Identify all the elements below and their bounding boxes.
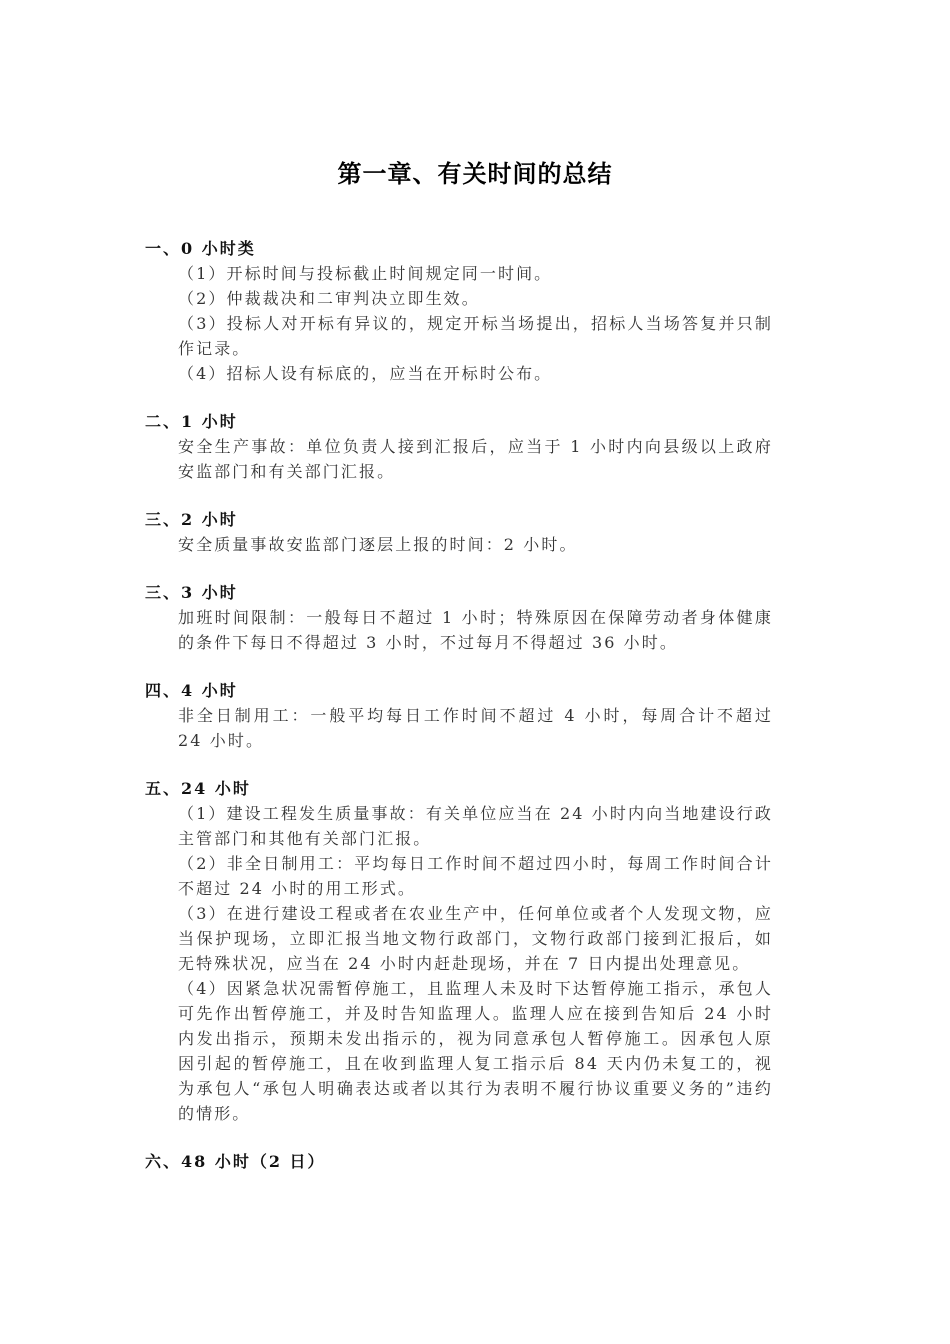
page-title: 第一章、有关时间的总结	[337, 159, 613, 188]
section-heading: 一、0 小时类	[145, 239, 256, 258]
section-paragraph: （1）建设工程发生质量事故：有关单位应当在 24 小时内向当地建设行政主管部门和其他有关部门汇报。	[178, 804, 773, 848]
section-heading: 六、48 小时（2 日）	[145, 1152, 326, 1171]
section	[145, 507, 773, 557]
section-paragraph: 安全质量事故安监部门逐层上报的时间：2 小时。	[178, 535, 578, 554]
section	[145, 678, 773, 753]
section-paragraph: 加班时间限制：一般每日不超过 1 小时；特殊原因在保障劳动者身体健康的条件下每日不得超过 3 小时，不过每月不得超过 36 小时。	[178, 608, 773, 652]
section	[145, 236, 773, 386]
section-heading: 二、1 小时	[145, 412, 238, 431]
section-paragraph: （3）投标人对开标有异议的，规定开标当场提出，招标人当场答复并只制作记录。	[178, 314, 773, 358]
section-paragraph: （2）仲裁裁决和二审判决立即生效。	[178, 289, 480, 308]
section-heading: 三、2 小时	[145, 510, 238, 529]
section	[145, 580, 773, 655]
section-heading: 四、4 小时	[145, 681, 238, 700]
section-paragraph: （4）招标人设有标底的，应当在开标时公布。	[178, 364, 553, 383]
section-paragraph: 非全日制用工：一般平均每日工作时间不超过 4 小时，每周合计不超过 24 小时。	[178, 706, 773, 750]
section-heading: 五、24 小时	[145, 779, 251, 798]
document-body	[145, 236, 773, 1197]
section	[145, 776, 773, 1126]
section	[145, 409, 773, 484]
section-paragraph: （3）在进行建设工程或者在农业生产中，任何单位或者个人发现文物，应当保护现场，立即汇报当地文物行政部门，文物行政部门接到汇报后，如无特殊状况，应当在 24 小时内赶赴现场，并在 7 日内提出处理意见。	[178, 904, 773, 973]
section	[145, 1149, 773, 1174]
section-paragraph: 安全生产事故：单位负责人接到汇报后，应当于 1 小时内向县级以上政府安监部门和有关部门汇报。	[178, 437, 773, 481]
section-paragraph: （2）非全日制用工：平均每日工作时间不超过四小时，每周工作时间合计不超过 24 小时的用工形式。	[178, 854, 773, 898]
section-paragraph: （4）因紧急状况需暂停施工，且监理人未及时下达暂停施工指示，承包人可先作出暂停施工，并及时告知监理人。监理人应在接到告知后 24 小时内发出指示，预期未发出指示的，视为同意承包人暂停施工。因承包人原因引起的暂停施工，且在收到监理人复工指示后 84 天内仍未复工的，视为承包人“承包人明确表达或者以其行为表明不履行协议重要义务的”违约的情形。	[178, 979, 773, 1123]
section-paragraph: （1）开标时间与投标截止时间规定同一时间。	[178, 264, 553, 283]
section-heading: 三、3 小时	[145, 583, 238, 602]
